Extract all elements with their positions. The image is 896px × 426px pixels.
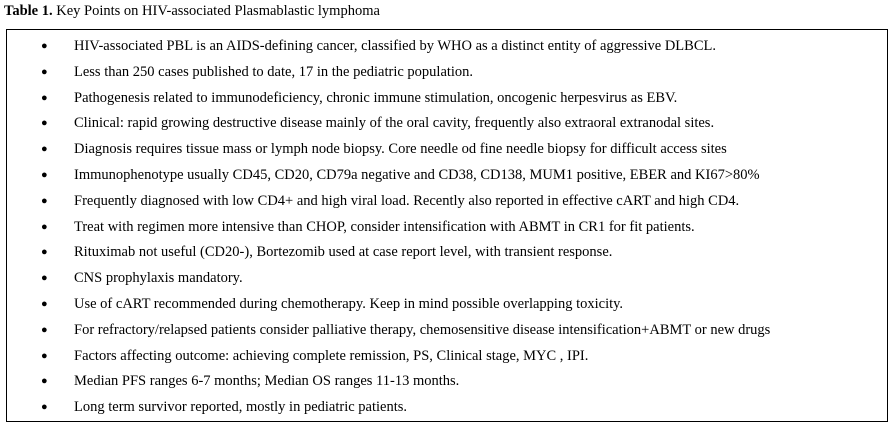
list-item-text: Rituximab not useful (CD20-), Bortezomib used at case report level, with transient response. [74, 244, 613, 261]
list-item [7, 113, 887, 139]
table-label: Table 1. [4, 3, 53, 19]
list-item-text: Use of cART recommended during chemotherapy. Keep in mind possible overlapping toxicity. [74, 295, 624, 312]
bullet-icon: ● [41, 91, 48, 104]
key-points-list [7, 36, 887, 422]
list-item-text: Frequently diagnosed with low CD4+ and high viral load. Recently also reported in effective cART and high CD4. [74, 192, 740, 209]
list-item [7, 62, 887, 88]
list-item-text: Immunophenotype usually CD45, CD20, CD79a negative and CD38, CD138, MUM1 positive, EBER and KI67>80% [74, 166, 760, 183]
bullet-icon: ● [41, 401, 48, 414]
bullet-icon: ● [41, 297, 48, 310]
list-item-text: Factors affecting outcome: achieving complete remission, PS, Clinical stage, MYC , IPI. [74, 347, 589, 364]
list-item-text: HIV-associated PBL is an AIDS-defining cancer, classified by WHO as a distinct entity of aggressive DLBCL. [74, 38, 716, 54]
list-item [7, 242, 887, 268]
list-item [7, 165, 887, 191]
list-item [7, 320, 887, 346]
list-item [7, 217, 887, 243]
table-title: Key Points on HIV-associated Plasmablastic lymphoma [52, 3, 380, 19]
list-item [7, 88, 887, 114]
bullet-icon: ● [41, 246, 48, 259]
list-item-text: CNS prophylaxis mandatory. [74, 270, 243, 287]
bullet-icon: ● [41, 168, 48, 181]
list-item [7, 191, 887, 217]
bullet-icon: ● [41, 323, 48, 336]
list-item [7, 268, 887, 294]
list-item-text: Long term survivor reported, mostly in pediatric patients. [74, 399, 408, 416]
list-item [7, 346, 887, 372]
bullet-icon: ● [41, 194, 48, 207]
bullet-icon: ● [41, 375, 48, 388]
table-caption [4, 2, 380, 20]
bullet-icon: ● [41, 65, 48, 78]
bullet-icon: ● [41, 220, 48, 233]
bullet-icon: ● [41, 143, 48, 156]
list-item [7, 139, 887, 165]
key-points-table [6, 29, 888, 422]
list-item-text: Pathogenesis related to immunodeficiency, chronic immune stimulation, oncogenic herpesvirus as EBV. [74, 89, 678, 106]
list-item-text: Clinical: rapid growing destructive disease mainly of the oral cavity, frequently also extraoral extranodal sites. [74, 115, 715, 132]
list-item [7, 294, 887, 320]
list-item [7, 36, 887, 62]
bullet-icon: ● [41, 117, 48, 130]
bullet-icon: ● [41, 40, 48, 52]
list-item-text: Median PFS ranges 6-7 months; Median OS ranges 11-13 months. [74, 373, 460, 390]
bullet-icon: ● [41, 272, 48, 285]
list-item [7, 397, 887, 422]
list-item [7, 371, 887, 397]
list-item-text: Less than 250 cases published to date, 17 in the pediatric population. [74, 63, 474, 80]
list-item-text: Treat with regimen more intensive than CHOP, consider intensification with ABMT in CR1 for fit patients. [74, 218, 695, 235]
bullet-icon: ● [41, 349, 48, 362]
list-item-text: Diagnosis requires tissue mass or lymph node biopsy. Core needle od fine needle biopsy for difficult access sites [74, 141, 727, 158]
list-item-text: For refractory/relapsed patients consider palliative therapy, chemosensitive disease intensification+ABMT or new drugs [74, 321, 771, 338]
